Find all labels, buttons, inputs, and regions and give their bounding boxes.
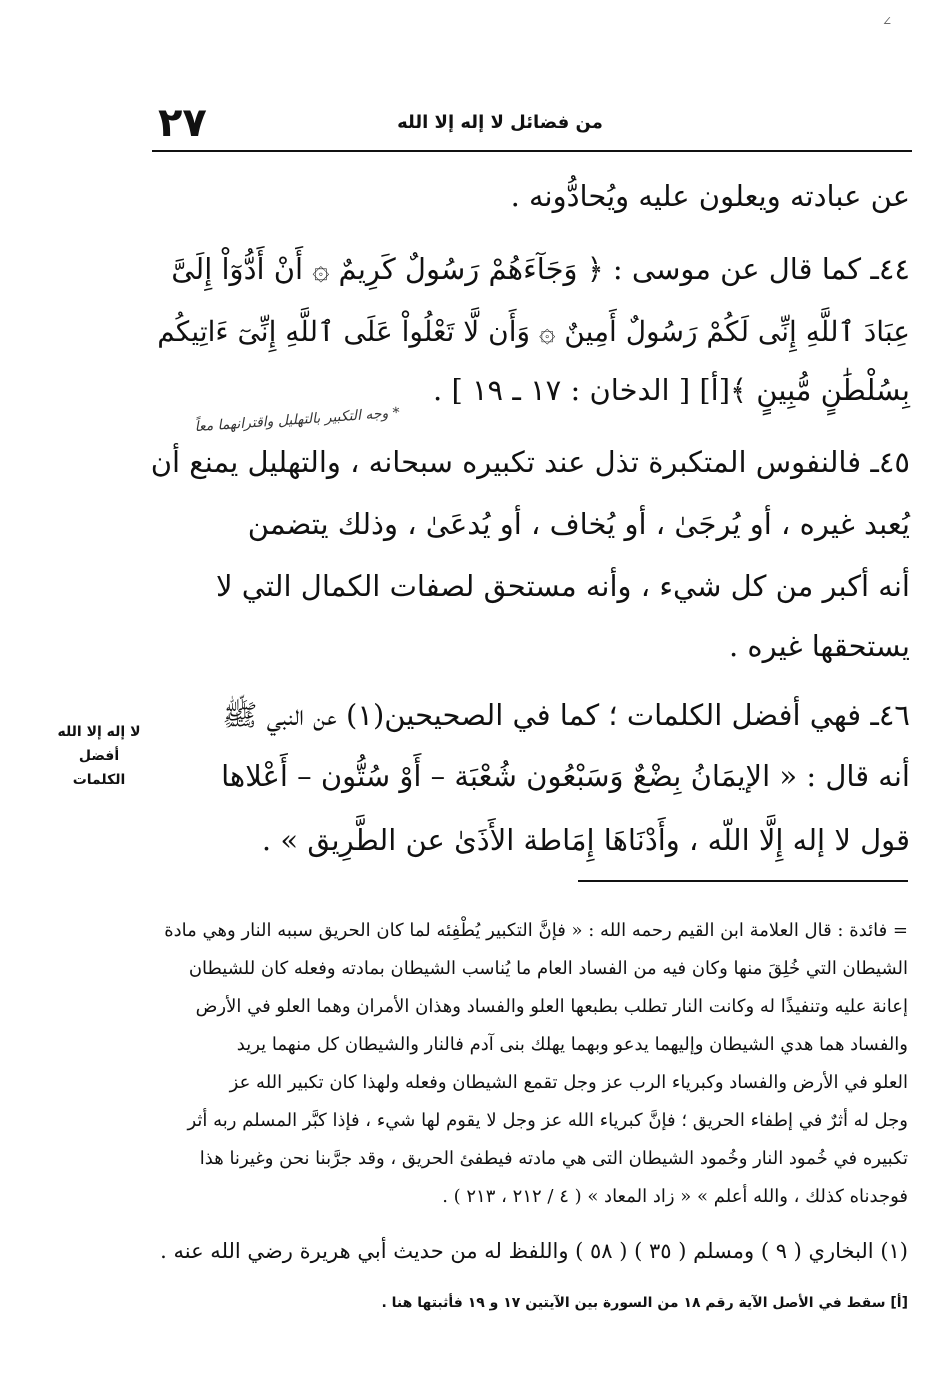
body-line: يستحقها غيره . (728, 629, 910, 663)
body-line: عِبَادَ ٱللَّهِ إِنِّى لَكُمْ رَسُولٌ أَمِينٌ ۞ وَأَن لَّا تَعْلُواْ عَلَى ٱللَّهِ إِنِّىٓ ءَاتِيكُم (157, 315, 910, 348)
footnote-line: الشيطان التي خُلِقَ منها وكان فيه من الفساد العام ما يُناسب الشيطان بمادته وفعله كان للشيطان (188, 958, 908, 979)
body-line: قول لا إله إِلَّا اللّه ، وأَدْنَاهَا إِمَاطة الأَذَىٰ عن الطَّرِيق » . (261, 823, 910, 857)
editor-note: [أ] سقط في الأصل الآية رقم ١٨ من السورة بين الآيتين ١٧ و ١٩ فأثبتها هنا . (381, 1295, 908, 1311)
footnote-line: وجل له أثرٌ في إطفاء الحريق ؛ فإنَّ كبرياء الله عز وجل لا يقوم لها شيء ، فإذا كبَّر المسلم ربه أثر (187, 1110, 908, 1131)
body-line: ٤٥ـ فالنفوس المتكبرة تذل عند تكبيره سبحانه ، والتهليل يمنع أن (150, 445, 910, 479)
handwritten-note: * وجه التكبير بالتهليل واقترانهما معاً (194, 404, 401, 436)
margin-note-line: لا إله إلا الله (57, 724, 141, 740)
footnote-1: (١) البخاري ( ٩ ) ومسلم ( ٣٥ ) ( ٥٨ ) واللفظ له من حديث أبي هريرة رضي الله عنه . (160, 1239, 908, 1263)
footnote-line: = فائدة : قال العلامة ابن القيم رحمه الله : « فإنَّ التكبير يُطْفِئه لما كان الحريق سببه النار وهي مادة (164, 920, 908, 941)
scan-mark: ∠ (882, 14, 893, 28)
footnote-rule (578, 880, 908, 882)
body-line: ٤٤ـ كما قال عن موسى : ﴿ وَجَآءَهُمْ رَسُولٌ كَرِيمٌ ۞ أَنْ أَدُّوٓاْ إِلَىَّ (171, 252, 910, 286)
body-line: أنه قال : « الإيمَانُ بِضْعٌ وَسَبْعُون شُعْبَة – أَوْ سُتُّون – أَعْلاها (221, 759, 910, 793)
page-number: ٢٧ (158, 100, 207, 146)
header-rule (152, 150, 912, 152)
footnote-line: فوجدناه كذلك ، والله أعلم » « زاد المعاد » ( ٤ / ٢١٢ ، ٢١٣ ) . (442, 1186, 908, 1207)
body-line: بِسُلْطَٰنٍ مُّبِينٍ ﴾[أ] [ الدخان : ١٧ ـ ١٩ ] . (433, 373, 910, 407)
footnote-line: تكبيره في خُمود النار وخُمود الشيطان التى هي مادته فيطفئ الحريق ، وقد جرَّبنا نحن وغيرنا هذا (199, 1148, 908, 1169)
body-line: أنه أكبر من كل شيء ، وأنه مستحق لصفات الكمال التي لا (215, 569, 910, 603)
margin-note-line: الكلمات (72, 772, 126, 788)
body-line: عن عبادته ويعلون عليه ويُحادُّونه . (510, 179, 910, 213)
footnote-line: والفساد هما هدي الشيطان وإليهما يدعو وبهما يهلك بنى آدم فالنار والشيطان كل منهما يريد (236, 1034, 908, 1055)
footnote-line: إعانة عليه وتنفيذًا له وكانت النار تطلب بطبعها العلو والفساد وهذان الأمران وهما العلو في الأرض (195, 996, 908, 1017)
body-line: يُعبد غيره ، أو يُرجَىٰ ، أو يُخاف ، أو يُدعَىٰ ، وذلك يتضمن (247, 507, 910, 541)
running-title: من فضائل لا إله إلا الله (397, 112, 603, 133)
margin-note-line: أفضل (78, 748, 120, 764)
footnote-line: العلو في الأرض والفساد وكبرياء الرب عز وجل تقمع الشيطان وفعله ولهذا كان تكبير الله عز (229, 1072, 908, 1093)
body-line: ٤٦ـ فهي أفضل الكلمات ؛ كما في الصحيحين(١) عن النبي ﷺ (222, 698, 910, 732)
